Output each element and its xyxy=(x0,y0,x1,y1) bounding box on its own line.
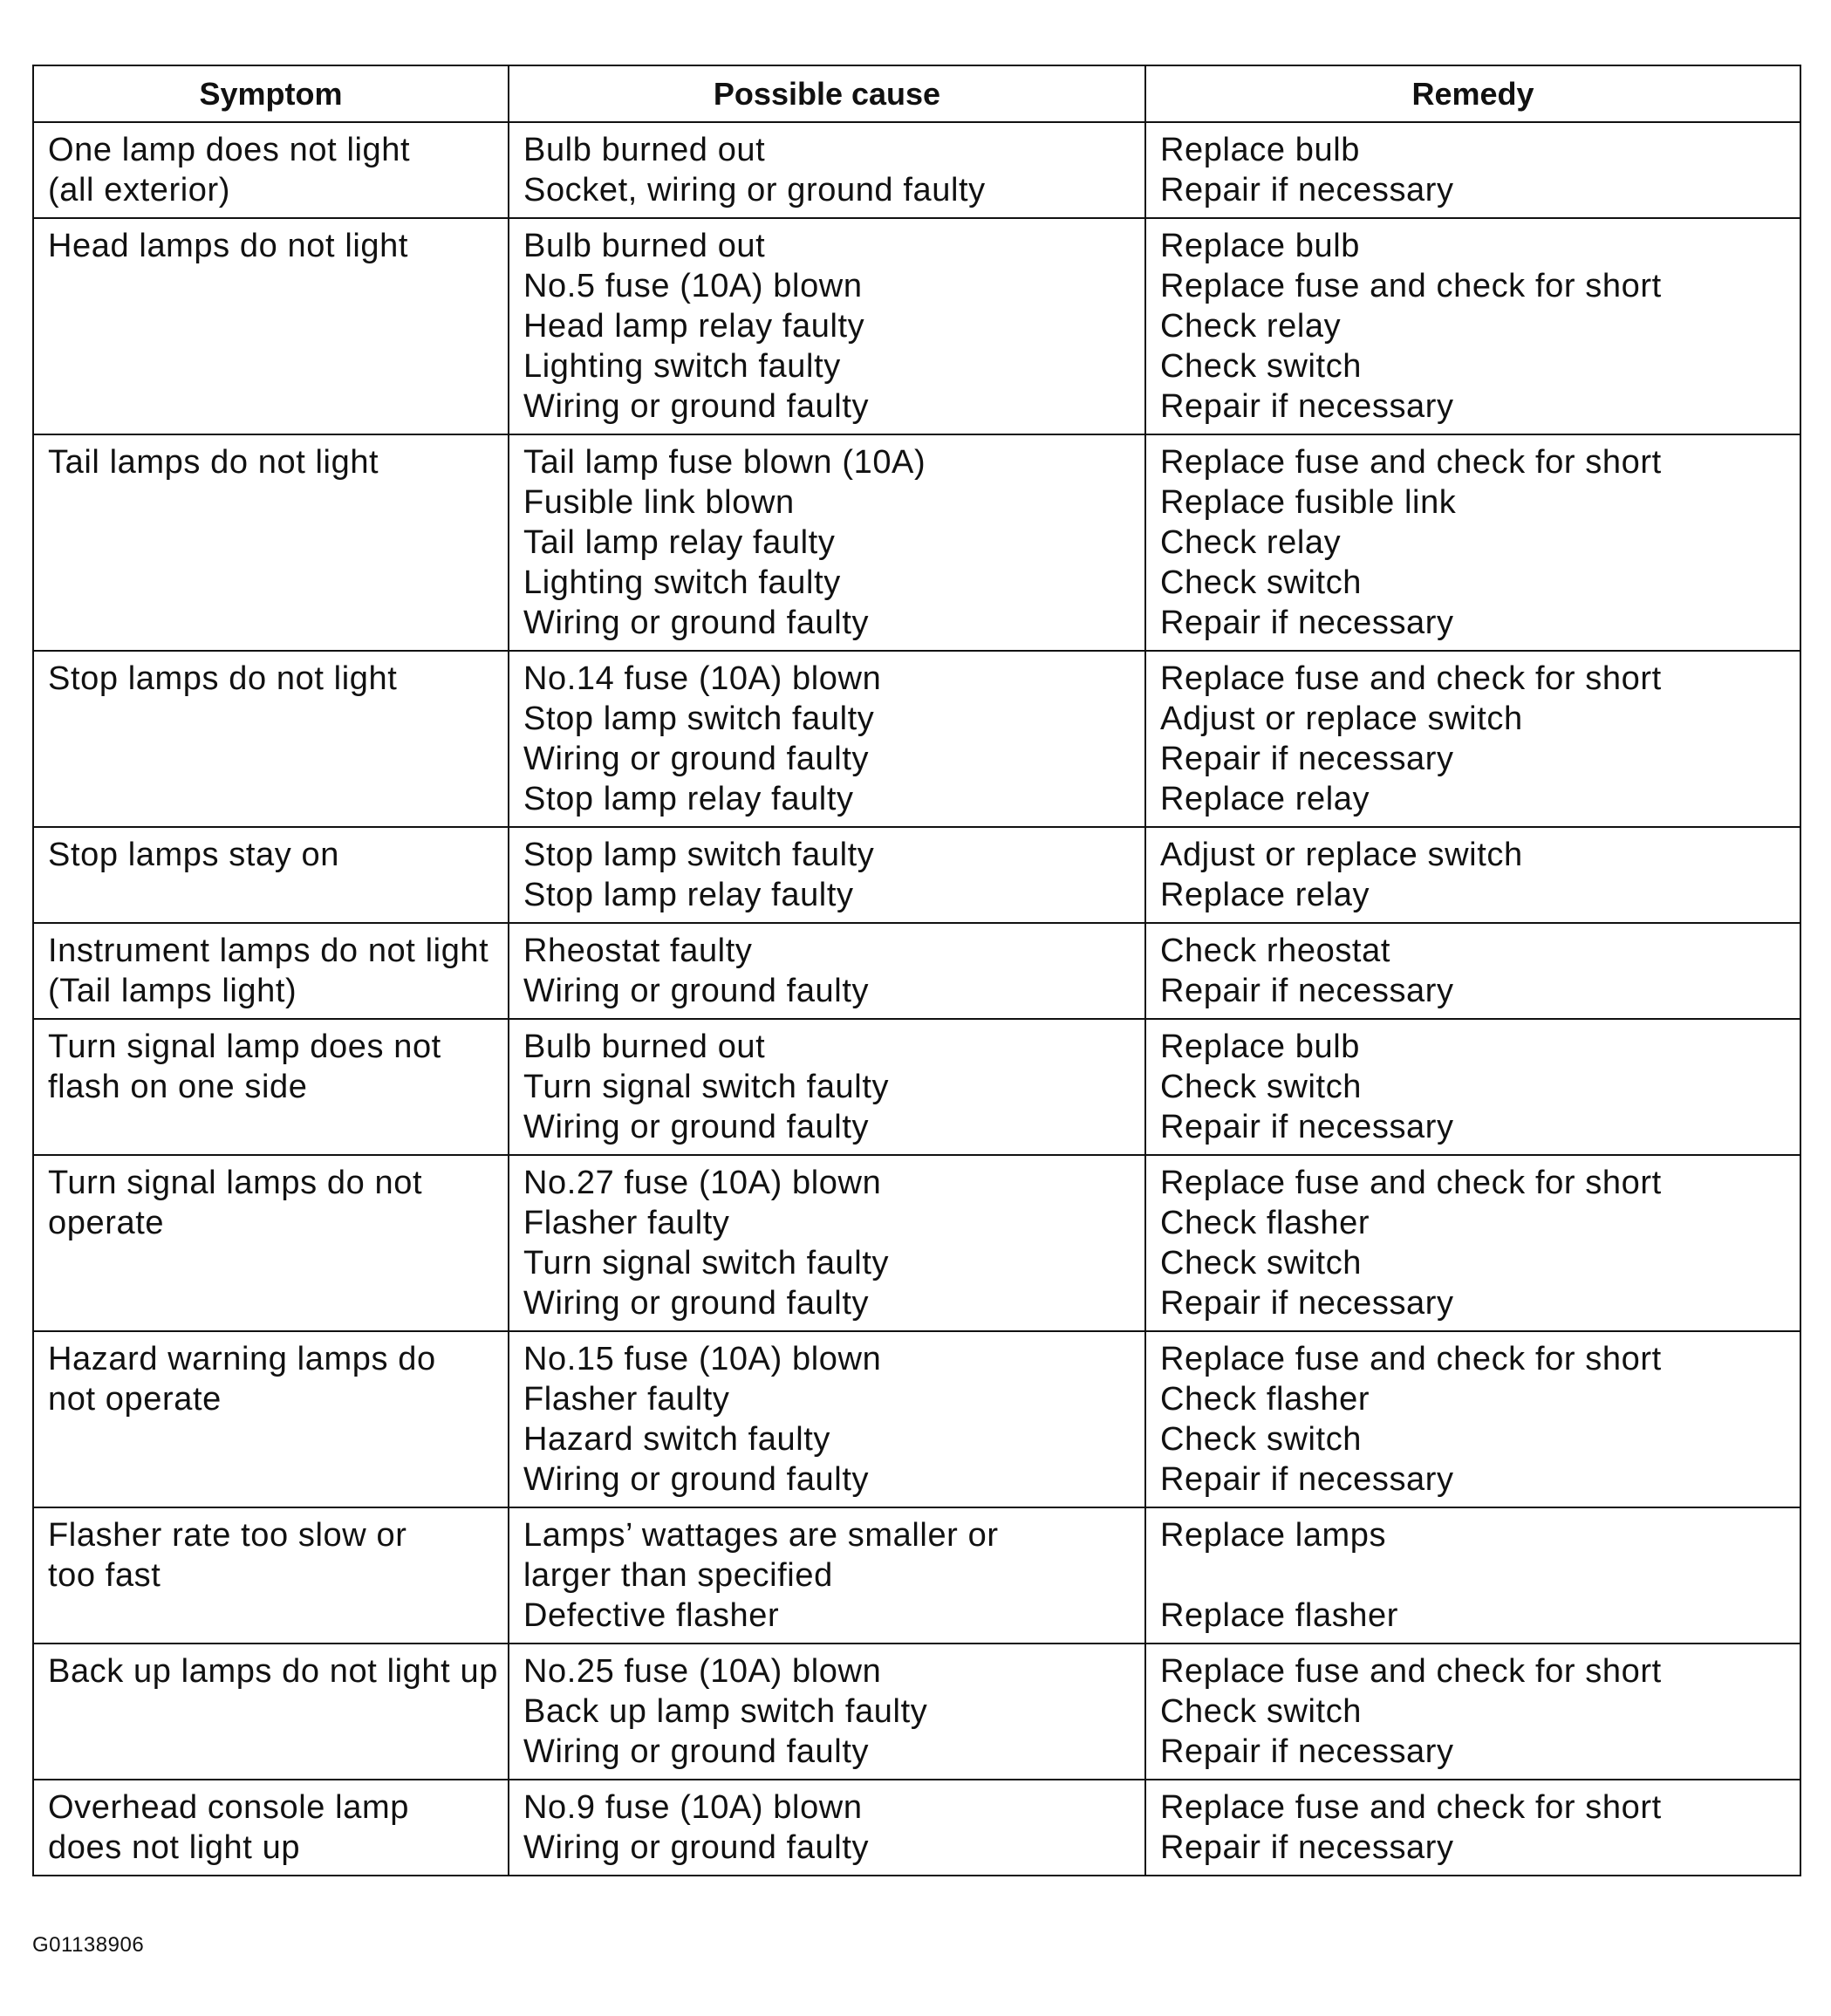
cell-line: No.14 fuse (10A) blown xyxy=(523,660,882,697)
table-row xyxy=(33,434,1800,651)
cell-line: Tail lamps do not light xyxy=(48,444,379,481)
remedy-cell xyxy=(1145,1331,1800,1507)
cell-line: Lighting switch faulty xyxy=(523,348,841,385)
cell-line: Lamps’ wattages are smaller or xyxy=(523,1517,999,1554)
symptom-cell xyxy=(33,651,509,827)
cell-line: Hazard warning lamps do xyxy=(48,1341,436,1377)
troubleshooting-table xyxy=(32,65,1801,1876)
cell-line: Wiring or ground faulty xyxy=(523,1733,870,1770)
cell-line: Rheostat faulty xyxy=(523,933,753,969)
cell-line: Hazard switch faulty xyxy=(523,1421,831,1458)
possible-cause-cell xyxy=(509,122,1145,218)
remedy-cell xyxy=(1145,1507,1800,1644)
remedy-cell xyxy=(1145,1155,1800,1331)
cell-line: Adjust or replace switch xyxy=(1160,837,1523,873)
remedy-cell xyxy=(1145,827,1800,923)
possible-cause-cell xyxy=(509,1780,1145,1876)
cell-line: Stop lamp relay faulty xyxy=(523,877,854,913)
cell-line: Replace fuse and check for short xyxy=(1160,1789,1662,1826)
cell-line: Adjust or replace switch xyxy=(1160,700,1523,737)
cell-line: larger than specified xyxy=(523,1557,833,1594)
cell-line: Stop lamp switch faulty xyxy=(523,837,875,873)
cell-line: Check switch xyxy=(1160,1245,1363,1281)
table-row xyxy=(33,218,1800,434)
cell-line: Wiring or ground faulty xyxy=(523,973,870,1009)
cell-line: (Tail lamps light) xyxy=(48,973,297,1009)
cell-line: Lighting switch faulty xyxy=(523,564,841,601)
cell-line: Back up lamp switch faulty xyxy=(523,1693,928,1730)
table-row xyxy=(33,1019,1800,1155)
cell-line: Instrument lamps do not light xyxy=(48,933,489,969)
cell-line: Wiring or ground faulty xyxy=(523,388,870,425)
possible-cause-cell xyxy=(509,1507,1145,1644)
figure-id: G01138906 xyxy=(32,1933,145,1957)
cell-line: Repair if necessary xyxy=(1160,973,1454,1009)
cell-line: Repair if necessary xyxy=(1160,1285,1454,1322)
cell-line: Check rheostat xyxy=(1160,933,1390,969)
cell-line: No.27 fuse (10A) blown xyxy=(523,1165,882,1201)
cell-line: Socket, wiring or ground faulty xyxy=(523,172,986,208)
cell-line: Repair if necessary xyxy=(1160,1829,1454,1866)
cell-line: operate xyxy=(48,1205,165,1241)
header-possible-cause: Possible cause xyxy=(509,65,1145,122)
cell-line: Check relay xyxy=(1160,524,1342,561)
cell-line: Replace fuse and check for short xyxy=(1160,268,1662,304)
cell-line: Wiring or ground faulty xyxy=(523,1285,870,1322)
cell-line: Check switch xyxy=(1160,1421,1363,1458)
table-row xyxy=(33,1507,1800,1644)
cell-line: Head lamp relay faulty xyxy=(523,308,865,345)
cell-line: not operate xyxy=(48,1381,222,1418)
cell-line: Tail lamp fuse blown (10A) xyxy=(523,444,926,481)
cell-line: Check flasher xyxy=(1160,1205,1370,1241)
symptom-cell xyxy=(33,923,509,1019)
cell-line: Replace fuse and check for short xyxy=(1160,1341,1662,1377)
cell-line: Bulb burned out xyxy=(523,228,766,264)
table-header-row xyxy=(33,65,1800,122)
possible-cause-cell xyxy=(509,827,1145,923)
cell-line: Flasher faulty xyxy=(523,1205,730,1241)
cell-line: Replace fuse and check for short xyxy=(1160,1653,1662,1690)
table-row xyxy=(33,923,1800,1019)
cell-line: Overhead console lamp xyxy=(48,1789,409,1826)
cell-line: Flasher faulty xyxy=(523,1381,730,1418)
cell-line: Check switch xyxy=(1160,348,1363,385)
cell-line: Replace fuse and check for short xyxy=(1160,660,1662,697)
possible-cause-cell xyxy=(509,1155,1145,1331)
cell-line: Replace bulb xyxy=(1160,132,1361,168)
symptom-cell xyxy=(33,1644,509,1780)
cell-line: Check switch xyxy=(1160,1693,1363,1730)
cell-line: Check switch xyxy=(1160,1069,1363,1105)
cell-line: Wiring or ground faulty xyxy=(523,1829,870,1866)
table-row xyxy=(33,651,1800,827)
cell-line: Head lamps do not light xyxy=(48,228,409,264)
symptom-cell xyxy=(33,1019,509,1155)
table-body xyxy=(33,122,1800,1876)
table-row xyxy=(33,1331,1800,1507)
remedy-cell xyxy=(1145,1780,1800,1876)
cell-line: Bulb burned out xyxy=(523,132,766,168)
cell-line: Defective flasher xyxy=(523,1597,780,1634)
table-row xyxy=(33,1780,1800,1876)
possible-cause-cell xyxy=(509,1019,1145,1155)
cell-line: Replace lamps xyxy=(1160,1517,1387,1554)
cell-line: Check flasher xyxy=(1160,1381,1370,1418)
symptom-cell xyxy=(33,434,509,651)
remedy-cell xyxy=(1145,122,1800,218)
cell-line: Repair if necessary xyxy=(1160,1109,1454,1145)
cell-line: Turn signal switch faulty xyxy=(523,1069,890,1105)
cell-line: Bulb burned out xyxy=(523,1029,766,1065)
symptom-cell xyxy=(33,1507,509,1644)
symptom-cell xyxy=(33,122,509,218)
cell-line: Check relay xyxy=(1160,308,1342,345)
remedy-cell xyxy=(1145,1019,1800,1155)
cell-line: does not light up xyxy=(48,1829,301,1866)
cell-line: Wiring or ground faulty xyxy=(523,605,870,641)
cell-line: Replace flasher xyxy=(1160,1597,1399,1634)
table-row xyxy=(33,1644,1800,1780)
cell-line: Repair if necessary xyxy=(1160,172,1454,208)
cell-line: Check switch xyxy=(1160,564,1363,601)
cell-line: Back up lamps do not light up xyxy=(48,1653,498,1690)
symptom-cell xyxy=(33,1780,509,1876)
cell-line: Wiring or ground faulty xyxy=(523,1109,870,1145)
cell-line: Repair if necessary xyxy=(1160,1461,1454,1498)
cell-line: One lamp does not light xyxy=(48,132,411,168)
cell-line: too fast xyxy=(48,1557,161,1594)
symptom-cell xyxy=(33,827,509,923)
cell-line xyxy=(1160,1555,1787,1596)
cell-line: Wiring or ground faulty xyxy=(523,741,870,777)
cell-line: Replace bulb xyxy=(1160,1029,1361,1065)
remedy-cell xyxy=(1145,1644,1800,1780)
possible-cause-cell xyxy=(509,651,1145,827)
possible-cause-cell xyxy=(509,434,1145,651)
cell-line: Turn signal lamps do not xyxy=(48,1165,423,1201)
cell-line: Flasher rate too slow or xyxy=(48,1517,407,1554)
cell-line: No.25 fuse (10A) blown xyxy=(523,1653,882,1690)
cell-line: Replace fuse and check for short xyxy=(1160,444,1662,481)
remedy-cell xyxy=(1145,218,1800,434)
cell-line: Turn signal lamp does not xyxy=(48,1029,441,1065)
cell-line: (all exterior) xyxy=(48,172,230,208)
remedy-cell xyxy=(1145,434,1800,651)
cell-line: Stop lamp switch faulty xyxy=(523,700,875,737)
table-row xyxy=(33,1155,1800,1331)
cell-line: No.5 fuse (10A) blown xyxy=(523,268,863,304)
possible-cause-cell xyxy=(509,218,1145,434)
remedy-cell xyxy=(1145,923,1800,1019)
cell-line: Repair if necessary xyxy=(1160,605,1454,641)
cell-line: Tail lamp relay faulty xyxy=(523,524,836,561)
cell-line: Replace bulb xyxy=(1160,228,1361,264)
possible-cause-cell xyxy=(509,1644,1145,1780)
cell-line: Stop lamps do not light xyxy=(48,660,398,697)
symptom-cell xyxy=(33,1155,509,1331)
symptom-cell xyxy=(33,1331,509,1507)
header-symptom: Symptom xyxy=(33,65,509,122)
cell-line: Repair if necessary xyxy=(1160,741,1454,777)
cell-line: No.15 fuse (10A) blown xyxy=(523,1341,882,1377)
cell-line: Replace relay xyxy=(1160,781,1370,817)
cell-line: Replace fusible link xyxy=(1160,484,1457,521)
cell-line: Fusible link blown xyxy=(523,484,795,521)
cell-line: No.9 fuse (10A) blown xyxy=(523,1789,863,1826)
cell-line: Replace relay xyxy=(1160,877,1370,913)
cell-line: Replace fuse and check for short xyxy=(1160,1165,1662,1201)
table-row xyxy=(33,122,1800,218)
header-remedy: Remedy xyxy=(1145,65,1800,122)
remedy-cell xyxy=(1145,651,1800,827)
cell-line: Wiring or ground faulty xyxy=(523,1461,870,1498)
cell-line: Repair if necessary xyxy=(1160,1733,1454,1770)
cell-line: Turn signal switch faulty xyxy=(523,1245,890,1281)
symptom-cell xyxy=(33,218,509,434)
cell-line: flash on one side xyxy=(48,1069,308,1105)
possible-cause-cell xyxy=(509,923,1145,1019)
cell-line: Stop lamp relay faulty xyxy=(523,781,854,817)
table-row xyxy=(33,827,1800,923)
cell-line: Stop lamps stay on xyxy=(48,837,339,873)
cell-line: Repair if necessary xyxy=(1160,388,1454,425)
possible-cause-cell xyxy=(509,1331,1145,1507)
